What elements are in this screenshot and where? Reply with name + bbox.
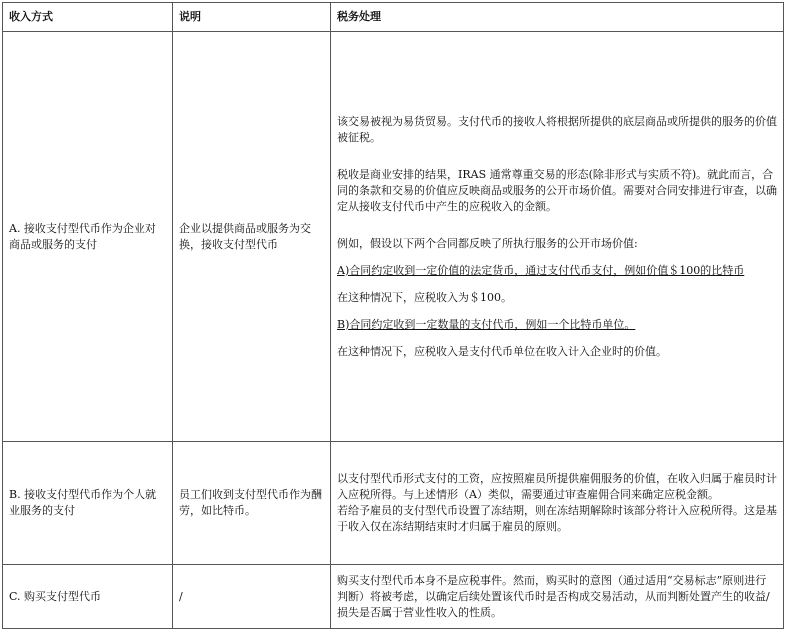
- row-a-treatment-p3: 例如，假设以下两个合同都反映了所执行服务的公开市场价值:: [337, 236, 638, 250]
- row-b-description: 员工们收到支付型代币作为酬劳，如比特币。: [173, 442, 331, 565]
- row-b-treatment: [331, 442, 784, 565]
- row-a-treatment-case-a-result: 在这种情况下，应税收入为＄100。: [337, 290, 512, 304]
- row-a-treatment-p2: 税收是商业安排的结果，IRAS 通常尊重交易的形态(除非形式与实质不符)。就此而言，合同的条款和交易的价值应反映商品或服务的公开市场价值。需要对合同安排进行审查，以确定从接收支付代币中产生的应税收入的金额。: [337, 167, 777, 213]
- tax-treatment-table: [2, 2, 784, 629]
- header-row: [3, 3, 784, 32]
- row-c-description: /: [173, 565, 331, 629]
- row-a-method: A. 接收支付型代币作为企业对商品或服务的支付: [3, 32, 173, 442]
- row-c-treatment: [331, 565, 784, 629]
- row-a-treatment-case-a: A)合同约定收到一定价值的法定货币，通过支付代币支付，例如价值＄100的比特币: [337, 263, 745, 277]
- header-tax-treatment: 税务处理: [331, 3, 784, 32]
- row-b-method: B. 接收支付型代币作为个人就业服务的支付: [3, 442, 173, 565]
- row-a-treatment-case-b-result: 在这种情况下，应税收入是支付代币单位在收入计入企业时的价值。: [337, 344, 667, 358]
- header-income-method: 收入方式: [3, 3, 173, 32]
- table-row: [3, 565, 784, 629]
- row-a-treatment-p1: 该交易被视为易货贸易。支付代币的接收人将根据所提供的底层商品或所提供的服务的价值被征税。: [337, 114, 777, 144]
- table-row: [3, 442, 784, 565]
- row-a-treatment-case-b: B)合同约定收到一定数量的支付代币，例如一个比特币单位。: [337, 317, 636, 331]
- row-c-treatment-p1: 购买支付型代币本身不是应税事件。然而，购买时的意图（通过适用“交易标志”原则进行判断）将被考虑，以确定后续处置该代币时是否构成交易活动，从而判断处置产生的收益/损失是否属于营业性收入的性质。: [337, 573, 770, 619]
- row-b-treatment-p2: 若给予雇员的支付型代币设置了冻结期，则在冻结期解除时该部分将计入应税所得。这是基于收入仅在冻结期结束时才归属于雇员的原则。: [337, 504, 777, 533]
- header-description: 说明: [173, 3, 331, 32]
- row-b-treatment-p1: 以支付型代币形式支付的工资，应按照雇员所提供雇佣服务的价值，在收入归属于雇员时计入应税所得。与上述情形（A）类似，需要通过审查雇佣合同来确定应税金额。: [337, 472, 777, 501]
- table-row: [3, 32, 784, 442]
- row-a-treatment: [331, 32, 784, 442]
- row-c-method: C. 购买支付型代币: [3, 565, 173, 629]
- row-a-description: 企业以提供商品或服务为交换，接收支付型代币: [173, 32, 331, 442]
